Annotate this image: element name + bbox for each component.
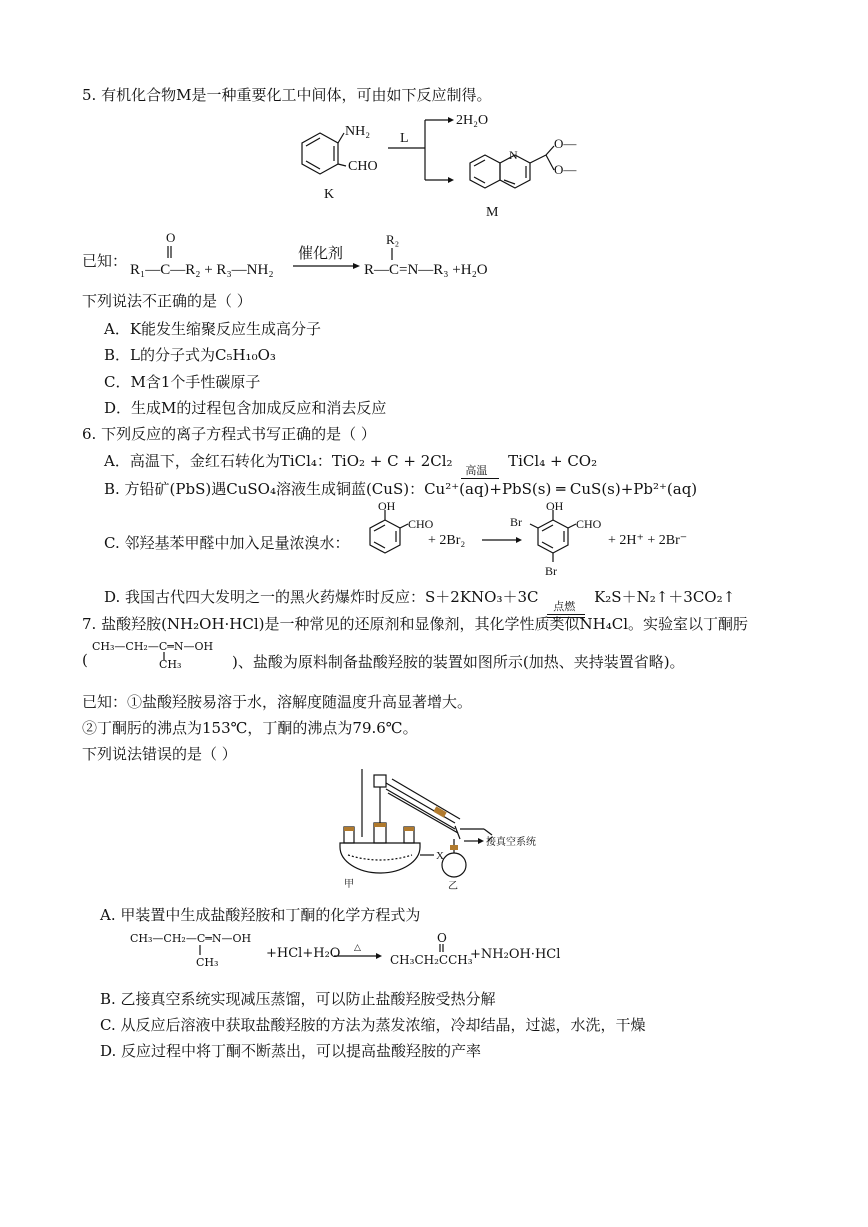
q5-known-label: 已知： <box>82 252 128 270</box>
q7-option-c[interactable]: C. 从反应后溶液中获取盐酸羟胺的方法为蒸发浓缩，冷却结晶，过滤，水洗，干燥 <box>100 1016 646 1034</box>
label-yi: 乙 <box>448 881 458 892</box>
q5-option-d[interactable]: D．生成M的过程包含加成反应和消去反应 <box>104 399 387 417</box>
q7-apparatus <box>330 765 560 895</box>
q7-eq-product: +NH₂OH·HCl <box>470 947 561 962</box>
q5-option-a[interactable]: A．K能发生缩聚反应生成高分子 <box>104 320 322 338</box>
q5-reaction-scheme <box>290 108 590 223</box>
q7-oxime-top: CH₃—CH₂—C═N—OH <box>92 640 214 653</box>
q7-eq-arrow <box>334 942 384 964</box>
water-product: 2H₂O <box>456 113 489 128</box>
q7-stem-1: 7. 盐酸羟胺(NH₂OH·HCl)是一种常见的还原剂和显像剂，其化学性质类似NH₄Cl。实验室以丁酮肟 <box>82 615 749 633</box>
q5-stem: 5. 有机化合物M是一种重要化工中间体，可由如下反应制得。 <box>82 86 492 104</box>
q6-c-text: C. 邻羟基苯甲醛中加入足量浓溴水： <box>104 534 350 552</box>
q6-option-c[interactable] <box>104 532 349 553</box>
k-cho-label: CHO <box>348 159 378 174</box>
label-x: X <box>436 850 444 862</box>
q7-option-b[interactable]: B. 乙接真空系统实现减压蒸馏，可以防止盐酸羟胺受热分解 <box>100 990 496 1008</box>
q7-option-a[interactable]: A. 甲装置中生成盐酸羟胺和丁酮的化学方程式为 <box>100 906 421 924</box>
carbonyl-o: O <box>166 230 176 245</box>
q7-oxime-bottom: CH₃ <box>159 658 182 671</box>
known-right: R—C=N—R₃ +H₂O <box>364 262 488 278</box>
k-label: K <box>324 187 335 202</box>
label-vacuum: 接真空系统 <box>486 837 536 848</box>
product-oh: OH <box>546 499 564 513</box>
q7-known-1: 已知：①盐酸羟胺易溶于水，溶解度随温度升高显著增大。 <box>82 693 473 711</box>
q6-option-b[interactable]: B. 方铅矿(PbS)遇CuSO₄溶液生成铜蓝(CuS)：Cu²⁺(aq)+PbS(s) ═ CuS(s)+Pb²⁺(aq) <box>104 480 698 498</box>
m-ome-1: O— <box>554 136 577 151</box>
three-neck-flask-jia <box>340 843 420 873</box>
product-br-2: Br <box>545 564 557 578</box>
q6-option-a[interactable]: A．高温下，金红石转化为TiCl₄：TiO₂ + C + 2Cl₂ 高温 TiCl₄ + CO₂ <box>104 452 598 477</box>
q7-stem-2: )、盐酸为原料制备盐酸羟胺的装置如图所示(加热、夹持装置省略)。 <box>232 653 685 671</box>
product-br-1: Br <box>510 515 522 529</box>
k-nh2-label: NH₂ <box>345 124 371 139</box>
q6-stem: 6. 下列反应的离子方程式书写正确的是（ ） <box>82 425 376 443</box>
q7-eq-oxime-top: CH₃—CH₂—C═N—OH <box>130 932 252 945</box>
m-label: M <box>486 205 499 220</box>
product-cho: CHO <box>576 517 602 531</box>
reactant-oh: OH <box>378 499 396 513</box>
q7-eq-carbonyl-o: O <box>437 931 447 945</box>
known-left: R₁—C—R₂ + R₃—NH₂ <box>130 262 274 278</box>
reagent-l: L <box>400 131 409 146</box>
label-jia: 甲 <box>344 879 354 890</box>
q6-d-text: D. 我国古代四大发明之一的黑火药爆炸时反应：S＋2KNO₃＋3C <box>104 588 539 606</box>
product-tail: + 2H⁺ + 2Br⁻ <box>608 533 688 548</box>
q6-option-d[interactable]: D. 我国古代四大发明之一的黑火药爆炸时反应：S＋2KNO₃＋3C 点燃 K₂S＋N₂↑＋3CO₂↑ <box>104 586 735 607</box>
receiving-flask-yi <box>442 853 466 877</box>
m-benzene-ring <box>470 155 500 188</box>
m-n-label: N <box>509 148 518 162</box>
heat-symbol: △ <box>354 942 361 952</box>
k-benzene-ring <box>302 133 338 174</box>
q7-oxime-bond <box>162 652 166 662</box>
q5-option-c[interactable]: C．M含1个手性碳原子 <box>104 373 261 391</box>
q7-eq-oxime-bottom: CH₃ <box>196 956 219 969</box>
m-ome-2: O— <box>554 162 577 177</box>
catalyst-label: 催化剂 <box>298 246 344 262</box>
q7-option-d[interactable]: D. 反应过程中将丁酮不断蒸出，可以提高盐酸羟胺的产率 <box>100 1042 482 1060</box>
q7-paren-open: ( <box>82 651 88 669</box>
q7-eq-reactants: +HCl+H₂O <box>266 946 341 961</box>
q7-known-2: ②丁酮肟的沸点为153℃，丁酮的沸点为79.6℃。 <box>82 719 418 737</box>
q6-c-scheme <box>340 500 760 580</box>
q7-eq-ketone: CH₃CH₂CCH₃ <box>390 953 473 967</box>
q6-a-tail: TiCl₄ + CO₂ <box>508 452 598 470</box>
q6-d-tail: K₂S＋N₂↑＋3CO₂↑ <box>594 588 736 606</box>
reactant-cho: CHO <box>408 517 434 531</box>
q5-option-b[interactable]: B．L的分子式为C₅H₁₀O₃ <box>104 346 276 364</box>
reactant-br2: + 2Br₂ <box>428 533 466 548</box>
q6-a-text: A．高温下，金红石转化为TiCl₄：TiO₂ + C + 2Cl₂ <box>104 452 453 470</box>
q5-ask: 下列说法不正确的是（ ） <box>82 292 252 310</box>
known-r2-top: R₂ <box>386 232 400 247</box>
q7-ask: 下列说法错误的是（ ） <box>82 745 237 763</box>
q5-known-equation <box>128 228 518 280</box>
